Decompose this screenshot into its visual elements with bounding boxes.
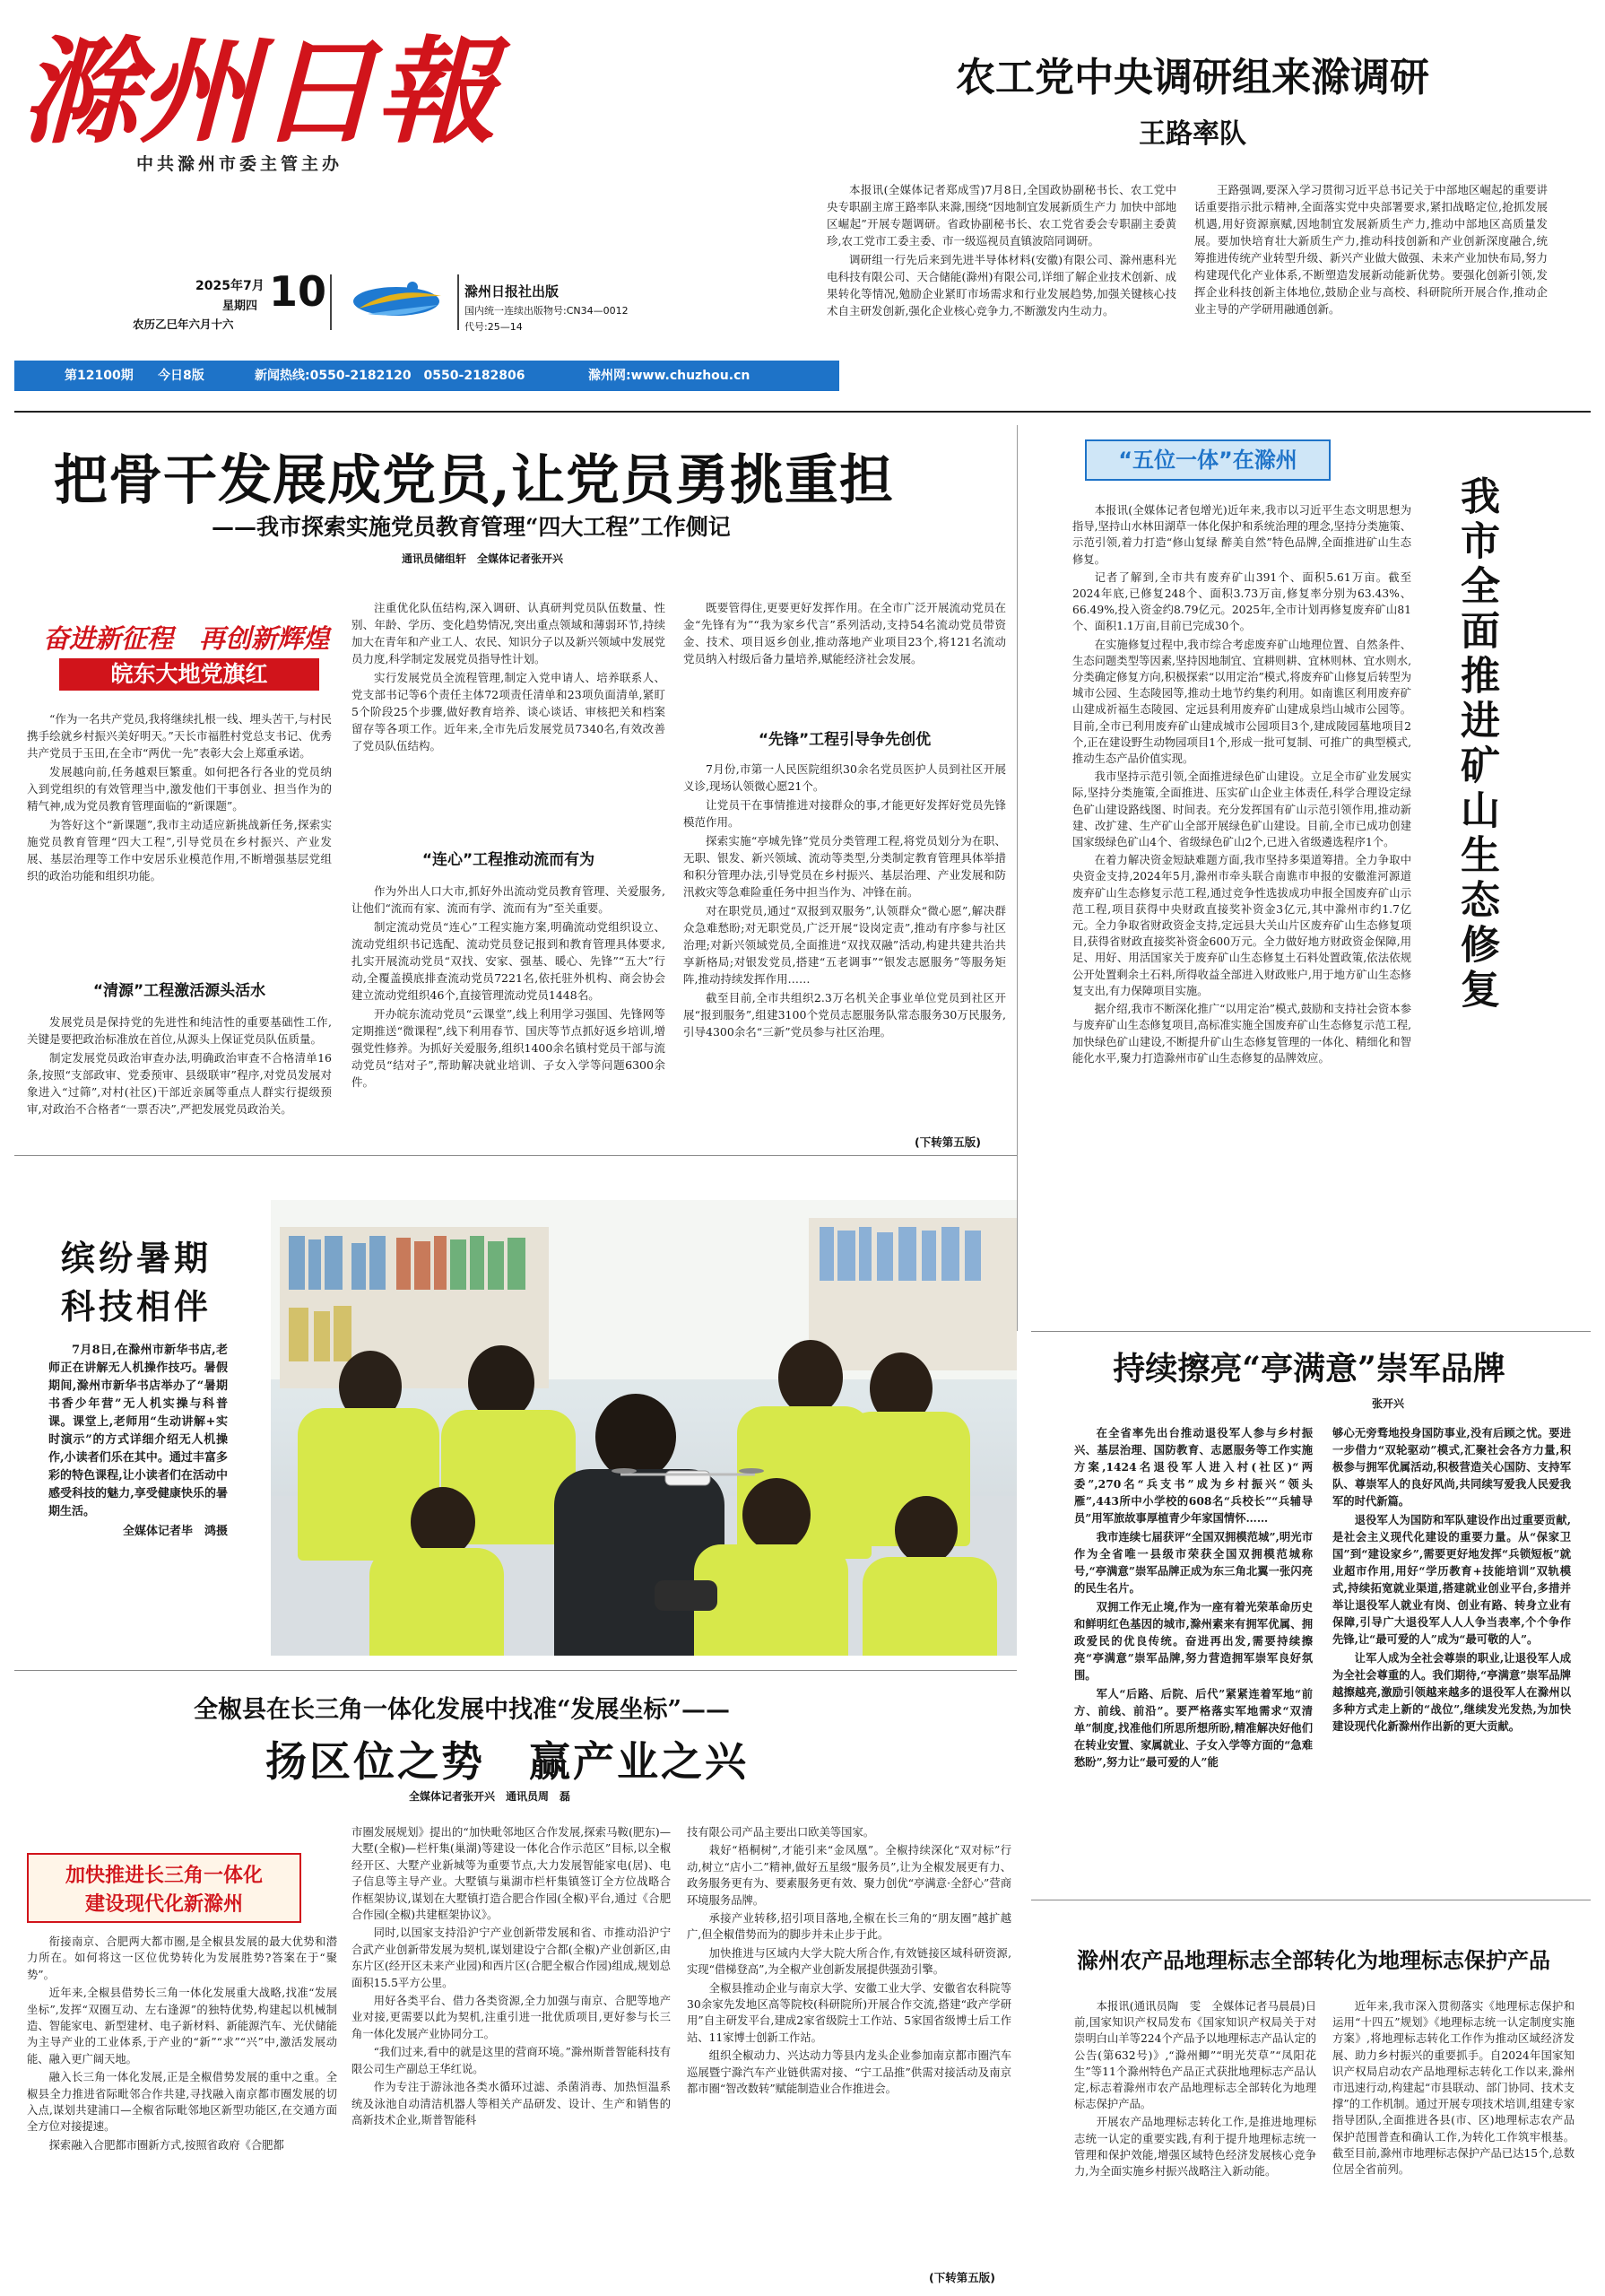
lead-story-subtitle: ——我市探索实施党员教育管理“四大工程”工作侧记 <box>212 514 731 540</box>
top-story-title: 农工党中央调研组来滁调研 <box>956 55 1429 100</box>
photo-caption <box>48 1342 228 1543</box>
masthead-publisher: 滁州日报社出版 <box>464 283 560 300</box>
lead-col2 <box>351 599 665 756</box>
mine-tag-text: “五位一体”在滁州 <box>1118 448 1297 473</box>
paragraph: 组织全椒动力、兴达动力等县内龙头企业参加南京都市圈汽车巡展暨宁滁汽车产业链供需对接、“宁工品推”供需对接活动及南京都市圈“智改数转”赋能制造业合作推进会。 <box>687 2049 1011 2096</box>
lead-story-title: 把骨干发展成党员,让党员勇挑重担 <box>54 449 894 512</box>
paragraph: 我市连续七届获评“全国双拥模范城”,明光市作为全省唯一县级市荣获全国双拥模范城称号,“亭满意”崇军品牌正成为东三角北翼一张闪亮的民生名片。 <box>1074 1530 1313 1595</box>
section-rule <box>1031 1331 1591 1332</box>
county-col3 <box>687 1824 1011 2100</box>
paragraph: 注重优化队伍结构,深入调研、认真研判党员队伍数量、性别、年龄、学历、变化趋势情况,突出重点领域和薄弱环节,持续加大在青年和产业工人、农民、知识分子以及新兴领域中发展党员力度,科学制定发展党员指导性计划。 <box>351 601 666 665</box>
paragraph: 栽好“梧桐树”,才能引来“金凤凰”。全椒持续深化“双对标”行动,树立“店小二”精神,做好五星级“服务员”,让为全椒发展更有力、政务服务更有为、要素服务更有效、聚力创优“亭满意·全舒心”营商环境服务品牌。 <box>687 1844 1011 1907</box>
section-rule <box>14 1670 1017 1671</box>
paragraph: 同时,以国家支持沿沪宁产业创新带发展和省、市推动沿沪宁合武产业创新带发展为契机,谋划建设宁合都(全椒)产业创新区,由东片区(经开区未来产业园)和西片区(合肥全椒合作园)组成,规划总面积15.5平方公里。 <box>351 1926 671 1989</box>
masthead-day: 10 <box>269 267 327 316</box>
paragraph: 在实施修复过程中,我市综合考虑废弃矿山地理位置、自然条件、生态问题类型等因素,坚持因地制宜、宜耕则耕、宜林则林、宜水则水,分类确定修复方向,积极探索“以用定治”模式,将废弃矿山修复后转型为城市公园、生态陵园等,推动土地节约集约利用。如南谯区利用废弃矿山建成祈福生态陵园、定远县利用废弃矿山建成泉垱山城市公园等。目前,全市已利用废弃矿山建成城市公园项目3个,建成陵园墓地项目2个,正在建设野生动物园项目1个,形成一批可复制、可推广的典型模式,推动生态产品价值实现。 <box>1072 638 1411 766</box>
paragraph: 让党员干在事情推进对接群众的事,才能更好发挥好党员先锋模范作用。 <box>683 798 1006 829</box>
paragraph: 本报讯(全媒体记者包增光)近年来,我市以习近平生态文明思想为指导,坚持山水林田湖草一体化保护和系统治理的理念,坚持分类施策、示范引领,着力打造“修山复绿 醉美自然”特色品牌,全面推进矿山生态修复。 <box>1072 504 1411 566</box>
veteran-col1 <box>1074 1424 1313 1772</box>
paragraph: 作为专注于游泳池各类水循环过滤、杀菌消毒、加热恒温系统及泳池自动清洁机器人等相关产品研发、设计、生产和销售的高新技术企业,斯普智能科 <box>351 2081 671 2126</box>
paragraph: 我市坚持示范引领,全面推进绿色矿山建设。立足全市矿业发展实际,坚持分类施策,全面推进、压实矿山企业主体责任,科学合理设定绿色矿山建设路线图、时间表。充分发挥国有矿山示范引领作用,推动新建、改扩建、生产矿山全部开展绿色矿山建设。目前,全市已成功创建国家级绿色矿山4个、省级绿色矿山2个,已进入省级遴选程序1个。 <box>1072 770 1411 849</box>
veteran-byline: 张开兴 <box>1372 1397 1405 1410</box>
paragraph: 市圈发展规划》提出的“加快毗邻地区合作发展,探索马鞍(肥东)—大墅(全椒)—栏杆集(巢湖)等建设一体化合作示范区”目标,以全椒经开区、大墅产业新城等为重要节点,大力发展智能家电(居)、电子信息等主导产业。大墅镇与巢湖市栏杆集镇签订全方位战略合作框架协议,谋划在大墅镇打造合肥合作园(全椒)平台,通过《合肥合作园(全椒)共建框架协议》。 <box>351 1826 671 1922</box>
paragraph: 退役军人为国防和军队建设作出过重要贡献,是社会主义现代化建设的重要力量。从“保家卫国”到“建设家乡”,需要更好地发挥“兵锁短板”就业超市作用,用好“学历教育+技能培训”双轨模式,持续拓宽就业渠道,搭建就业创业平台,多措并举让退役军人就业有岗、创业有路、转身立业有保障,引导广大退役军人人人争当表率,个个争作先锋,让“最可爱的人”成为“最可敬的人”。 <box>1332 1513 1571 1646</box>
paragraph: 在着力解决资金短缺难题方面,我市坚持多渠道筹措。全力争取中央资金支持,2024年5月,滁州市牵头联合南谯市申报的安徽淮河源道废弃矿山生态修复示范工程,通过竞争性选拔成功申报全国废弃矿山示范工程,项目获得中央财政直接奖补资金3亿元,其中滁州市约1.7亿元。全力争取省财政资金支持,定远县大关山片区废弃矿山生态修复项目,获得省财政直接奖补资金600万元。全力做好地方财政资金保障,用足、用好、用活国家关于废弃矿山生态修复土石料处置政策,依法依规公开处置剩余土石料,所得收益全部进入财政账户,用于地方矿山生态修复支出,有力保障项目实施。 <box>1072 854 1411 997</box>
masthead-logo <box>20 5 522 160</box>
child-head <box>895 1496 958 1564</box>
caption-text: 7月8日,在滁州市新华书店,老师正在讲解无人机操作技巧。暑假期间,滁州市新华书店举办了“暑期书香少年营”无人机实操与科普课。课堂上,老师用“生动讲解+实时演示”的方式详细介绍无人机操作,小读者们乐在其中。通过丰富多彩的特色课程,让小读者们在活动中感受科技的魅力,享受健康快乐的暑期生活。 <box>48 1344 228 1518</box>
lead-subhead-3: “先锋”工程引导争先创优 <box>758 731 932 749</box>
masthead-subtitle: 中共滁州市委主管主办 <box>136 154 343 174</box>
child-vest <box>369 1548 504 1656</box>
paragraph: 近年来,全椒县借势长三角一体化发展重大战略,找准“发展坐标”,发挥“双圈互动、左右逢源”的独特优势,构建起以机械制造、智能家电、新型建材、电子新材料、新能源汽车、光伏储能为主导产业的工业体系,于产业的“新”“求”“兴”中,激活发展动能、融入更广阔天地。 <box>27 1987 337 2066</box>
gi-col1 <box>1074 1998 1316 2181</box>
paragraph: 作为外出人口大市,抓好外出流动党员教育管理、关爱服务,让他们“流而有家、流而有学、流而有为”至关重要。 <box>351 884 665 915</box>
masthead-divider-2 <box>457 274 459 330</box>
lead-story-byline: 通讯员储组轩 全媒体记者张开兴 <box>402 552 564 565</box>
paragraph: 全椒县推动企业与南京大学、安徽工业大学、安徽省农科院等30余家先发地区高等院校(科研院所)开展合作交流,搭建“政产学研用”自主研发平台,建成2家省级院士工作站、5家国省级博士后工作站、11家博士创新工作站。 <box>687 1981 1011 2044</box>
logo-text: 滁州日報 <box>20 25 495 160</box>
paragraph: 发展党员是保持党的先进性和纯洁性的重要基础性工作,关键是要把政治标准放在首位,从源头上保证党员队伍质量。 <box>27 1015 332 1046</box>
badge-line-2: 建设现代化新滁州 <box>84 1892 243 1916</box>
paragraph: 承接产业转移,招引项目落地,全椒在长三角的“朋友圈”越扩越广,但全椒借势而为的脚步并未止步于此。 <box>687 1912 1011 1942</box>
paragraph: 技有限公司产品主要出口欧美等国家。 <box>687 1826 875 1839</box>
masthead-lunar: 农历乙巳年六月十六 <box>133 317 234 331</box>
paragraph: 用好各类平台、借力各类资源,全力加强与南京、合肥等地产业对接,更需要以此为契机,注重引进一批优质项目,更好参与长三角一体化发展产业协同分工。 <box>351 1995 671 2040</box>
child-vest <box>863 1557 997 1656</box>
paragraph: “我们过来,看中的就是这里的营商环境。”滁州斯普智能科技有限公司生产副总王华红说。 <box>351 2046 671 2075</box>
mine-col <box>1072 502 1411 1068</box>
gi-title: 滁州农产品地理标志全部转化为地理标志保护产品 <box>1077 1947 1550 1973</box>
drone-icon <box>612 1458 764 1494</box>
photo-title-1: 缤纷暑期 <box>61 1238 213 1278</box>
section-rule <box>14 411 1591 413</box>
paragraph: 双拥工作无止境,作为一座有着光荣革命历史和鲜明红色基因的城市,滁州素来有拥军优属、拥政爱民的优良传统。奋进再出发,需要持续擦亮“亭满意”崇军品牌,努力营造拥军崇军良好氛围。 <box>1074 1600 1313 1682</box>
veteran-title: 持续擦亮“亭满意”崇军品牌 <box>1113 1350 1505 1387</box>
paragraph: 融入长三角一体化发展,正是全椒借势发展的重中之重。全椒县全力推进省际毗邻合作共建,寻找融入南京都市圈发展的切入点,谋划共建浦口—全椒省际毗邻地区新型功能区,在交通方面全方位对接提速。 <box>27 2071 337 2134</box>
paragraph: 本报讯(全媒体记者郑成雪)7月8日,全国政协副秘书长、农工党中央专职副主席王路率队来滁,围绕“因地制宜发展新质生产力 加快中部地区崛起”开展专题调研。省政协副秘书长、农工党省委会专职副主委黄珍,农工党市工委主委、市一级巡视员直镇波陪同调研。 <box>827 183 1176 248</box>
paragraph: 够心无旁骛地投身国防事业,没有后顾之忧。要进一步借力“双轮驱动”模式,汇聚社会各方力量,积极参与拥军优属活动,积极营造关心国防、支持军队、尊崇军人的良好风尚,共同续写爱我人民爱我军的时代新篇。 <box>1332 1426 1571 1508</box>
county-col2 <box>351 1824 671 2130</box>
mine-vertical-title: 我市全面推进矿山生态修复 <box>1453 475 1499 1013</box>
paragraph: 既要管得住,更要更好发挥作用。在全市广泛开展流动党员在金“先锋有为”“我为家乡代言”系列活动,支持54名流动党员带资金、技术、项目返乡创业,推动落地产业项目23个,将121名流动党员纳入村级后备力量培养,赋能经济社会发展。 <box>683 601 1006 665</box>
paragraph: 近年来,我市深入贯彻落实《地理标志保护和运用“十四五”规划》《地理标志统一认定制度实施方案》,将地理标志转化工作作为推动区域经济发展、助力乡村振兴的重要抓手。自2024年国家知识产权局启动农产品地理标志转化工作以来,滁州市迅速行动,构建起“市县联动、部门协同、技术支撑”的工作机制。通过开展专项技术培训,组建专家指导团队,全面推进各县(市、区)地理标志农产品保护范围普查和确认工作,为转化工作筑牢根基。截至目前,滁州市地理标志保护产品已达15个,总数位居全省前列。 <box>1332 2000 1575 2177</box>
masthead-info-bar <box>14 361 839 391</box>
paragraph: 本报讯(通讯员陶 雯 全媒体记者马晨晨)日前,国家知识产权局发布《国家知识产权局关于对崇明白山羊等224个产品予以地理标志产品认定的公告(第632号)》,“滁州鲫”“明光芡草”“凤阳花生”等11个滁州特色产品正式获批地理标志产品认定,标志着滁州市农产品地理标志全部转化为地理标志保护产品。 <box>1074 2000 1316 2111</box>
lead-jump: (下转第五版) <box>915 1135 981 1149</box>
county-kicker: 全椒县在长三角一体化发展中找准“发展坐标”—— <box>194 1696 731 1724</box>
county-byline: 全媒体记者张开兴 通讯员周 磊 <box>409 1790 571 1803</box>
lead-subhead-1: “清源”工程激活源头活水 <box>92 982 266 1000</box>
top-story-col1 <box>827 181 1176 321</box>
lead-badge <box>27 612 332 698</box>
paragraph: 实行发展党员全流程管理,制定入党申请人、培养联系人、党支部书记等6个责任主体72项责任清单和23项负面清单,紧盯5个阶段25个步骤,做好教育培养、谈心谈话、审核把关和档案留存等各项工作。近年来,全市先后发展党员7340名,有效改善了党员队伍结构。 <box>351 671 665 752</box>
paragraph: 开办皖东流动党员“云课堂”,线上利用学习强国、先锋网等定期推送“微课程”,线下利用春节、国庆等节点抓好返乡培训,增强党性修养。为抓好关爱服务,组织1400余名镇村党员干部与流动党员“结对子”,帮助解决就业培训、子女入学等问题6300余件。 <box>351 1007 665 1089</box>
badge-top: 奋进新征程 再创新辉煌 <box>43 623 330 654</box>
photo-credit: 全媒体记者毕 鸿摄 <box>122 1525 228 1538</box>
publisher-emblem-icon <box>341 269 448 332</box>
paragraph: 加快推进与区域内大学大院大所合作,有效链接区域科研资源,实现“借梯登高”,为全椒产业创新发展提供强劲引擎。 <box>687 1946 1011 1977</box>
paragraph: 探索实施“亭城先锋”党员分类管理工程,将党员划分为在职、无职、银发、新兴领域、流动等类型,分类制定教育管理具体举措和积分管理办法,引导党员在乡村振兴、基层治理、产业发展和防汛救灾等急难险重任务中担当作为、冲锋在前。 <box>683 834 1006 899</box>
lead-subhead-2: “连心”工程推动流而有为 <box>421 851 595 869</box>
paragraph: 制定发展党员政治审查办法,明确政治审查不合格清单16条,按照“支部政审、党委预审、县级联审”程序,对党员发展对象进入“过筛”,对村(社区)干部近亲属等重点人群实行提级预审,对政治不合格者“一票否决”,严把发展党员政治关。 <box>27 1051 332 1116</box>
paragraph: 在全省率先出台推动退役军人参与乡村振兴、基层治理、国防教育、志愿服务等工作实施方案,1424名退役军人进入村(社区)“两委”,270名“兵支书”成为乡村振兴“领头雁”,443所中小学校的608名“兵校长”“兵辅导员”用军旅故事厚植青少年家国情怀…… <box>1074 1426 1313 1525</box>
paragraph: 对在职党员,通过“双报到双服务”,认领群众“微心愿”,解决群众急难愁盼;对无职党员,广泛开展“设岗定责”,推动有序参与社区治理;对新兴领域党员,全面推进“双找双融”活动,构建共建共治共享新格局;对银发党员,搭建“五老调事”“银发志愿服务”等服务矩阵,推动持续发挥作用…… <box>683 904 1006 986</box>
column-rule <box>1017 425 1018 1331</box>
paragraph: 为答好这个“新课题”,我市主动适应新挑战新任务,探索实施党员教育管理“四大工程”,引导党员在乡村振兴、产业发展、基层治理等工作中安居乐业模范作用,不断增强基层党组织的政治功能和组织功能。 <box>27 818 332 883</box>
masthead-divider <box>330 274 332 330</box>
paragraph: “作为一名共产党员,我将继续扎根一线、埋头苦干,与村民携手绘就乡村振兴美好明天。”天长市福胜村党总支书记、优秀共产党员于玉田,在全市“两优一先”表彰大会上郑重承诺。 <box>27 712 332 760</box>
mine-tag <box>1085 439 1331 481</box>
top-story-col2 <box>1194 181 1548 319</box>
paragraph: 记者了解到,全市共有废弃矿山391个、面积5.61万亩。截至2024年底,已修复248个、面积3.73万亩,修复率分别为63.43%、66.49%,投入资金约8.79亿元。2025年,全市计划再修复废弃矿山81个、面积1.1万亩,目前已完成30个。 <box>1072 570 1411 633</box>
masthead-date: 2025年7月 <box>195 279 265 293</box>
paragraph: 调研组一行先后来到先进半导体材料(安徽)有限公司、滁州惠科光电科技有限公司、天合储能(滁州)有限公司,详细了解企业技术创新、成果转化等情况,勉励企业紧盯市场需求和行业发展趋势,加强关键核心技术自主研发创新,强化企业核心竞争力,不断激发内生动力。 <box>827 253 1176 317</box>
paragraph: 开展农产品地理标志转化工作,是推进地理标志统一认定的重要实践,有利于提升地理标志统一管理和保护效能,增强区域特色经济发展核心竞争力,为全面实施乡村振兴战略注入新动能。 <box>1074 2116 1316 2179</box>
paragraph: 军人“后路、后院、后代”紧紧连着军地“前方、前线、前沿”。要严格落实军地需求“双清单”制度,找准他们所思所想所盼,精准解决好他们在转业安置、家属就业、子女入学等方面的“急难愁盼”,努力让“最可爱的人”能 <box>1074 1687 1313 1769</box>
paragraph: 截至目前,全市共组织2.3万名机关企事业单位党员到社区开展“报到服务”,组建3100个党员志愿服务队常态服务30万民服务,引导4300余名“三新”党员参与社区治理。 <box>683 991 1006 1039</box>
paragraph: 制定流动党员“连心”工程实施方案,明确流动党组织设立、流动党组织书记选配、流动党员登记报到和教育管理具体要求,扎实开展流动党员“双找、安家、强基、暖心、先锋”“五大”行动,全覆盖摸底排查流动党员7221名,依托驻外机构、商会协会建立流动党组织46个,直接管理流动党员1448名。 <box>351 920 665 1002</box>
lead-col1-b <box>27 1013 332 1119</box>
county-badge <box>27 1853 301 1923</box>
child-head <box>778 1340 843 1415</box>
website-link[interactable]: 滁州网:www.chuzhou.cn <box>588 369 750 383</box>
paragraph: 让军人成为全社会尊崇的职业,让退役军人成为全社会尊重的人。我们期待,“亭满意”崇军品牌越擦越亮,激励引领越来越多的退役军人在滁州以多种方式走上新的“战位”,继续发光发热,为加快建设现代化新滁州作出新的更大贡献。 <box>1332 1651 1571 1733</box>
paragraph: 发展越向前,任务越艰巨繁重。如何把各行各业的党员纳入到党组织的有效管理当中,激发他们干事创业、担当作为的精气神,成为党员教育管理面临的“新课题”。 <box>27 765 332 813</box>
paragraph: 衔接南京、合肥两大都市圈,是全椒县发展的最大优势和潜力所在。如何将这一区位优势转化为发展胜势?答案在于“聚势”。 <box>27 1935 337 1981</box>
badge-line-1: 加快推进长三角一体化 <box>65 1864 263 1887</box>
issue-number: 第12100期 <box>65 369 134 383</box>
section-rule <box>14 1155 1017 1156</box>
lead-col2-b <box>351 883 665 1092</box>
paragraph: 王路强调,要深入学习贯彻习近平总书记关于中部地区崛起的重要讲话重要指示批示精神,全面落实党中央部署要求,紧扣战略定位,抢抓发展机遇,用好资源禀赋,因地制宜发展新质生产力,推动中部地区高质量发展。要加快培育壮大新质生产力,推动科技创新和产业创新深度融合,统筹推进传统产业转型升级、新兴产业做大做强、未来产业加快布局,努力构建现代化产业体系,不断塑造发展新动能新优势。要强化创新引领,发挥企业科技创新主体地位,鼓励企业与高校、科研院所开展合作,推动企业主导的产学研用融通创新。 <box>1194 183 1548 316</box>
child-head <box>411 1487 475 1557</box>
veteran-col2 <box>1332 1424 1571 1736</box>
photo-title-2: 科技相伴 <box>61 1286 213 1326</box>
paragraph: 据介绍,我市不断深化推广“以用定治”模式,鼓励和支持社会资本参与废弃矿山生态修复项目,高标准实施全国废弃矿山生态修复示范工程,加快绿色矿山建设,不断提升矿山生态修复管理的一体化、精细化和智能化水平,聚力打造滁州市矿山生态修复的品牌效应。 <box>1072 1003 1411 1065</box>
lead-col1 <box>27 710 332 886</box>
news-photo <box>271 1200 1017 1656</box>
county-col1 <box>27 1934 337 2155</box>
paragraph: 7月份,市第一人民医院组织30余名党员医护人员到社区开展义诊,现场认领微心愿21个。 <box>683 762 1006 793</box>
county-title: 扬区位之势 赢产业之兴 <box>265 1737 749 1786</box>
controller-icon <box>655 1580 717 1611</box>
county-jump: (下转第五版) <box>929 2271 995 2284</box>
gi-col2 <box>1332 1998 1575 2179</box>
masthead-weekday: 星期四 <box>222 300 258 313</box>
page-count: 今日8版 <box>158 369 204 383</box>
paragraph: 探索融入合肥都市圈新方式,按照省政府《合肥都 <box>48 2138 284 2152</box>
masthead-cn: 国内统一连续出版物号:CN34—0012 <box>464 305 629 317</box>
lead-col3 <box>683 599 1006 669</box>
masthead-code: 代号:25—14 <box>464 321 523 333</box>
badge-bottom: 皖东大地党旗红 <box>59 658 319 691</box>
news-hotline: 新闻热线:0550-2182120 0550-2182806 <box>255 369 525 383</box>
top-story-subtitle: 王路率队 <box>1139 118 1246 150</box>
lead-col3-b <box>683 761 1006 1042</box>
